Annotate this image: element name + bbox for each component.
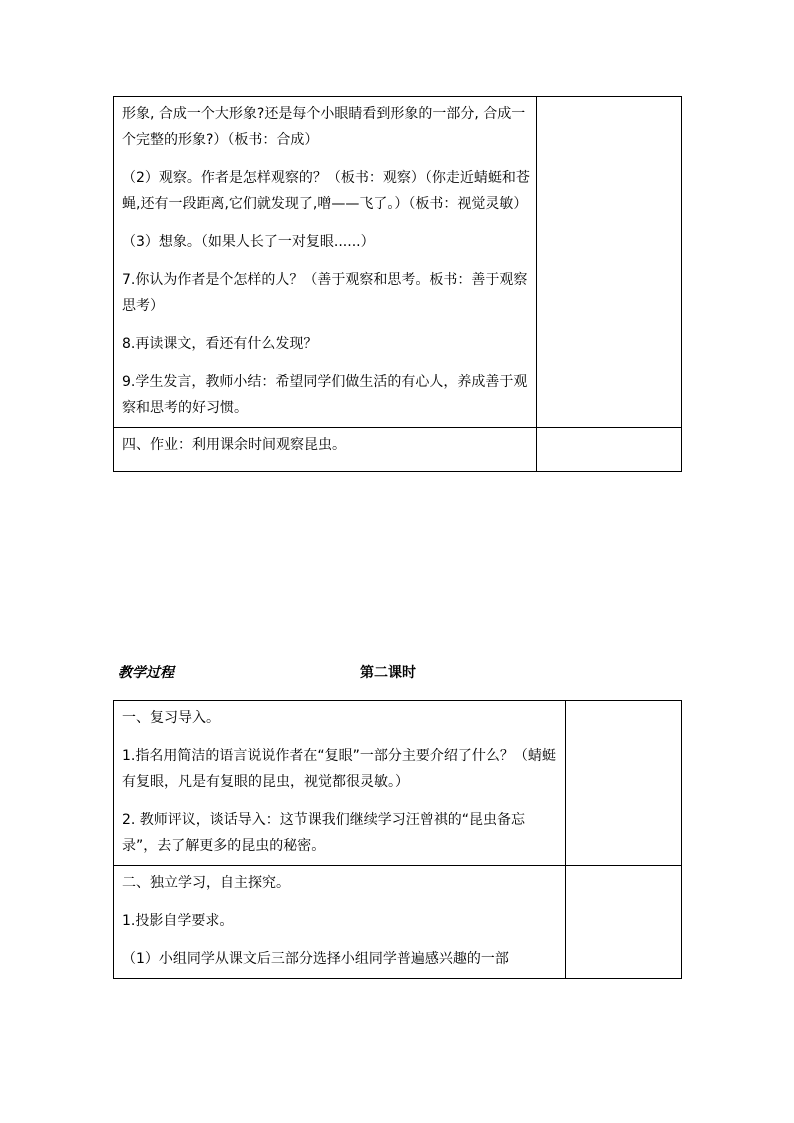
content-cell xyxy=(114,428,537,472)
content-cell xyxy=(114,701,566,866)
notes-cell xyxy=(537,428,682,472)
paragraph: 8.再读课文，看还有什么发现？ xyxy=(122,336,318,352)
paragraph: 一、复习导入。 xyxy=(122,710,220,726)
paragraph: （1）小组同学从课文后三部分选择小组同学普遍感兴趣的一部 xyxy=(122,951,509,967)
paragraph: 1.投影自学要求。 xyxy=(122,913,234,929)
notes-cell xyxy=(566,866,682,979)
lesson-title: 第二课时 xyxy=(360,665,416,681)
notes-cell xyxy=(537,97,682,428)
table-row xyxy=(114,866,682,979)
paragraph: 2. 教师评议，谈话导入：这节课我们继续学习汪曾祺的“昆虫备忘录”，去了解更多的昆虫的秘密。 xyxy=(122,812,526,854)
paragraph: 7.你认为作者是个怎样的人？（善于观察和思考。板书：善于观察思考） xyxy=(122,272,528,314)
lesson-table-1 xyxy=(113,96,682,472)
table-row xyxy=(114,428,682,472)
paragraph: 二、独立学习，自主探究。 xyxy=(122,875,290,891)
table-row xyxy=(114,97,682,428)
paragraph: （2）观察。作者是怎样观察的？（板书：观察）（你走近蜻蜓和苍蝇,还有一段距离,它们就发现了,噌——飞了。）（板书：视觉灵敏） xyxy=(122,170,530,212)
content-cell xyxy=(114,97,537,428)
paragraph: 形象, 合成一个大形象?还是每个小眼睛看到形象的一部分, 合成一个完整的形象?）（板书：合成） xyxy=(122,106,526,148)
section-heading-label: 教学过程 xyxy=(118,665,174,681)
table-row xyxy=(114,701,682,866)
lesson-table-2 xyxy=(113,700,682,979)
paragraph: 1.指名用简洁的语言说说作者在“复眼”一部分主要介绍了什么？（蜻蜓有复眼，凡是有复眼的昆虫，视觉都很灵敏。） xyxy=(122,748,556,790)
paragraph: 四、作业：利用课余时间观察昆虫。 xyxy=(122,437,346,453)
paragraph: 9.学生发言，教师小结：希望同学们做生活的有心人，养成善于观察和思考的好习惯。 xyxy=(122,374,528,416)
paragraph: （3）想象。（如果人长了一对复眼......） xyxy=(122,234,375,250)
notes-cell xyxy=(566,701,682,866)
content-cell xyxy=(114,866,566,979)
